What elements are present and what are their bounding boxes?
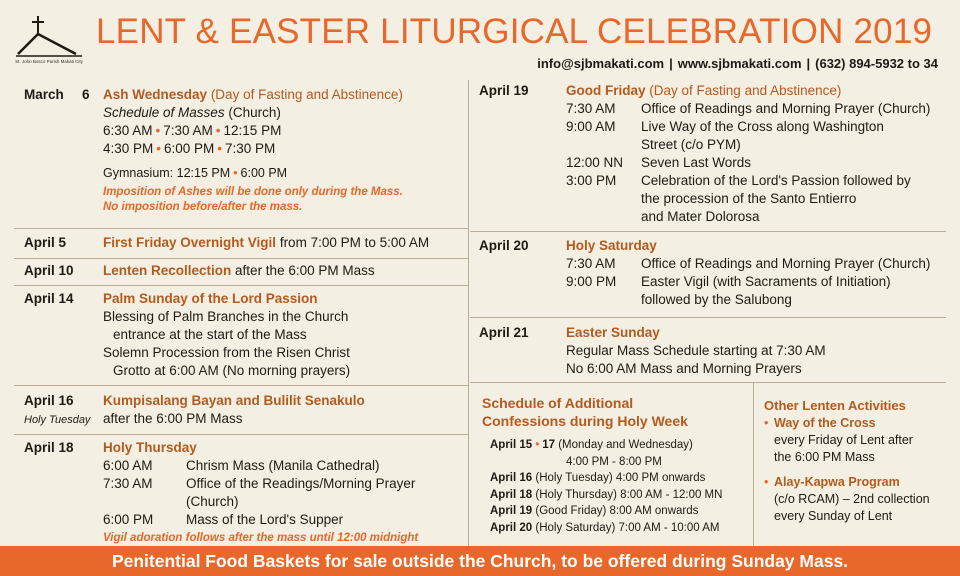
event-name: Lenten Recollection <box>103 263 232 278</box>
event-detail: from 7:00 PM to 5:00 AM <box>279 235 430 250</box>
event-name: Good Friday <box>566 83 646 98</box>
mass-times-row-2 <box>103 140 468 158</box>
event-body <box>103 290 468 380</box>
bullet-icon: • <box>535 439 540 451</box>
confession-item <box>490 503 752 520</box>
event-day: 6 <box>82 87 90 102</box>
event-body <box>566 324 942 378</box>
confession-list <box>490 437 752 536</box>
description: Chrism Mass (Manila Cathedral) <box>186 458 380 473</box>
vigil-note: Vigil adoration follows after the mass until 12:00 midnight <box>103 532 419 544</box>
event-line: Grotto at 6:00 AM (No morning prayers) <box>113 363 351 378</box>
time: 7:30 AM <box>566 101 616 116</box>
ash-note-2: No imposition before/after the mass. <box>103 201 303 213</box>
description <box>641 100 942 118</box>
confession-schedule <box>470 382 752 546</box>
event-line: entrance at the start of the Mass <box>113 327 307 342</box>
confession-detail: (Holy Tuesday) 4:00 PM onwards <box>535 472 706 484</box>
confession-title-line: Confessions during Holy Week <box>482 413 688 429</box>
description-line: Easter Vigil (with Sacraments of Initiation) <box>641 274 891 289</box>
description-line: Live Way of the Cross along Washington <box>641 119 884 134</box>
event-date: April 14 <box>24 291 74 306</box>
time: 9:00 AM <box>566 119 616 134</box>
schedule-row <box>566 100 942 118</box>
other-activities <box>753 382 946 546</box>
event-body <box>103 86 468 215</box>
description-line: the procession of the Santo Entierro <box>641 191 857 206</box>
row-divider <box>14 285 468 286</box>
contact-phone: (632) 894-5932 to 34 <box>815 56 938 71</box>
event-subdate: Holy Tuesday <box>24 414 91 426</box>
event-date: April 5 <box>24 235 67 250</box>
bullet-icon: • <box>215 123 221 138</box>
description-line: Office of Readings and Morning Prayer (Church) <box>641 256 931 271</box>
mass-time: 6:30 AM <box>103 123 153 138</box>
event-date: April 18 <box>24 440 74 455</box>
row-divider <box>14 228 468 229</box>
mass-time: 4:30 PM <box>103 141 154 156</box>
gym-time: 12:15 PM <box>176 166 231 180</box>
description: Office of the Readings/Morning Prayer (Church) <box>186 476 416 509</box>
row-divider <box>14 434 468 435</box>
gym-label: Gymnasium: <box>103 166 174 180</box>
time: 7:30 AM <box>103 476 153 491</box>
activity-name: Way of the Cross <box>774 416 876 430</box>
description <box>641 172 942 226</box>
description-line: Seven Last Words <box>641 155 752 170</box>
footer-banner: Penitential Food Baskets for sale outside the Church, to be offered during Sunday Mass. <box>0 546 960 576</box>
time: 6:00 PM <box>103 512 154 527</box>
row-divider <box>470 231 946 232</box>
schedule-row <box>566 154 942 172</box>
schedule-label: Schedule of Masses <box>103 105 225 120</box>
event-detail: after the 6:00 PM Mass <box>235 263 375 278</box>
gym-times <box>103 164 468 182</box>
left-column <box>14 80 468 546</box>
confession-date: April 18 <box>490 488 533 501</box>
confession-detail: (Holy Thursday) 8:00 AM - 12:00 MN <box>535 488 723 501</box>
other-activities-title: Other Lenten Activities <box>764 398 906 413</box>
schedule-row <box>566 255 942 273</box>
event-detail: after the 6:00 PM Mass <box>103 411 243 426</box>
bullet-icon: • <box>217 141 223 156</box>
mass-time: 6:00 PM <box>164 141 215 156</box>
right-column <box>470 80 946 546</box>
event-note: (Day of Fasting and Abstinence) <box>210 87 403 102</box>
schedule-row <box>103 457 468 475</box>
bullet-icon: • <box>764 475 769 489</box>
description-line: Office of Readings and Morning Prayer (Church) <box>641 101 931 116</box>
schedule-row <box>566 273 942 309</box>
event-name: Palm Sunday of the Lord Passion <box>103 291 318 306</box>
schedule-row <box>566 118 942 154</box>
confession-item <box>490 487 752 504</box>
event-note: (Day of Fasting and Abstinence) <box>649 83 842 98</box>
event-line: No 6:00 AM Mass and Morning Prayers <box>566 361 802 376</box>
mass-time: 7:30 PM <box>225 141 276 156</box>
row-divider <box>14 258 468 259</box>
description <box>641 154 942 172</box>
event-body <box>103 439 468 546</box>
event-date: April 20 <box>479 238 529 253</box>
schedule-row <box>566 172 942 226</box>
contact-line <box>537 56 938 71</box>
confession-date: April 20 <box>490 521 533 534</box>
church-icon <box>14 14 84 60</box>
contact-email[interactable]: info@sjbmakati.com <box>537 56 665 71</box>
event-body <box>566 82 942 226</box>
description <box>641 118 942 154</box>
confession-date: April 19 <box>490 505 533 517</box>
confession-item <box>490 437 752 454</box>
schedule-row <box>103 475 468 511</box>
contact-website[interactable]: www.sjbmakati.com <box>677 56 802 71</box>
time: 9:00 PM <box>566 274 617 289</box>
confession-detail: (Monday and Wednesday) <box>558 439 693 451</box>
bullet-icon: • <box>155 123 161 138</box>
confession-time: 4:00 PM - 8:00 PM <box>566 455 662 468</box>
confession-detail: (Holy Saturday) 7:00 AM - 10:00 AM <box>535 521 720 534</box>
mass-time: 7:30 AM <box>163 123 213 138</box>
activity-name: Alay-Kapwa Program <box>774 475 900 489</box>
description-line: Street (c/o PYM) <box>641 137 741 152</box>
activity-line: (c/o RCAM) – 2nd collection <box>774 492 930 506</box>
description <box>641 273 942 309</box>
row-divider <box>470 317 946 318</box>
other-activities-list <box>764 415 946 533</box>
event-body <box>103 234 468 252</box>
separator: | <box>806 56 811 71</box>
description: Mass of the Lord's Supper <box>186 512 344 527</box>
confession-date: April 16 <box>490 472 533 484</box>
event-name: Easter Sunday <box>566 325 660 340</box>
confession-title <box>482 394 742 430</box>
event-date: April 16 <box>24 393 74 408</box>
confession-title-line: Schedule of Additional <box>482 395 634 411</box>
ash-note-1: Imposition of Ashes will be done only during the Mass. <box>103 186 403 198</box>
event-line: Regular Mass Schedule starting at 7:30 AM <box>566 343 826 358</box>
row-divider <box>14 385 468 386</box>
confession-item <box>490 470 752 487</box>
time: 3:00 PM <box>566 173 617 188</box>
column-divider <box>468 80 469 546</box>
description-line: followed by the Salubong <box>641 292 792 307</box>
bullet-icon: • <box>156 141 162 156</box>
separator: | <box>669 56 673 71</box>
event-body <box>566 237 942 309</box>
event-name: Ash Wednesday <box>103 87 208 102</box>
activity-item <box>764 474 946 525</box>
event-name: Holy Saturday <box>566 238 657 253</box>
mass-time: 12:15 PM <box>223 123 282 138</box>
schedule-row <box>103 511 468 529</box>
activity-line: every Sunday of Lent <box>774 509 893 523</box>
logo-caption: St. John Bosco Parish Makati City <box>15 59 83 64</box>
description <box>641 255 942 273</box>
bullet-icon: • <box>233 166 238 180</box>
schedule-place: (Church) <box>228 105 281 120</box>
mass-times-row-1 <box>103 122 468 140</box>
event-date: April 10 <box>24 263 74 278</box>
event-date: April 21 <box>479 325 529 340</box>
page-title: LENT & EASTER LITURGICAL CELEBRATION 2019 <box>96 12 933 51</box>
activity-line: every Friday of Lent after <box>774 433 913 447</box>
description-line: Celebration of the Lord's Passion followed by <box>641 173 911 188</box>
confession-date: 17 <box>542 439 556 451</box>
parish-logo <box>14 14 84 68</box>
time: 7:30 AM <box>566 256 616 271</box>
gym-time: 6:00 PM <box>240 166 288 180</box>
confession-detail: (Good Friday) 8:00 AM onwards <box>535 505 699 517</box>
event-month: March <box>24 87 64 102</box>
description-line: and Mater Dolorosa <box>641 209 760 224</box>
time: 6:00 AM <box>103 458 153 473</box>
confession-item <box>490 520 752 537</box>
activity-item <box>764 415 946 466</box>
event-line: Solemn Procession from the Risen Christ <box>103 345 350 360</box>
event-body <box>103 392 468 428</box>
header <box>0 0 960 80</box>
event-name: First Friday Overnight Vigil <box>103 235 277 250</box>
event-body <box>103 262 468 280</box>
confession-date: April 15 <box>490 439 533 451</box>
event-date: April 19 <box>479 83 529 98</box>
event-name: Kumpisalang Bayan and Bulilit Senakulo <box>103 393 365 408</box>
time: 12:00 NN <box>566 155 624 170</box>
event-line: Blessing of Palm Branches in the Church <box>103 309 349 324</box>
event-name: Holy Thursday <box>103 440 197 455</box>
activity-line: the 6:00 PM Mass <box>774 450 875 464</box>
bullet-icon: • <box>764 416 769 430</box>
